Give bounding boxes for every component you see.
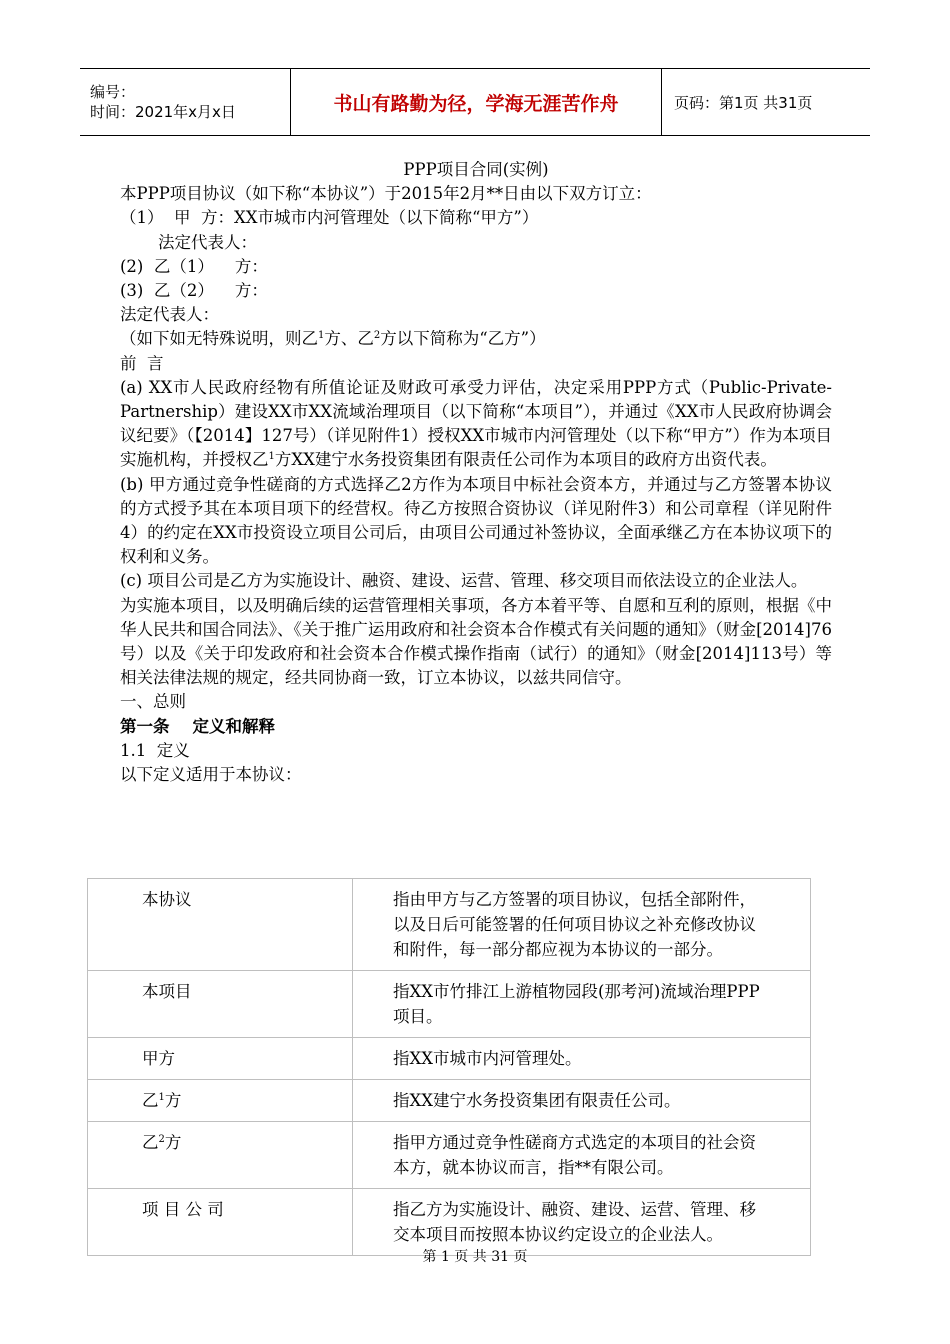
paragraph-a: (a) XX市人民政府经物有所值论证及财政可承受力评估，决定采用PPP方式（Public-Private-Partnership）建设XX市XX流域治理项目（以下简称“本项目”），并通过《XX市人民政府协调会议纪要》（【2014】127号）（详见附件1）授权XX市城市内河管理处（以下称“甲方”）作为本项目实施机构，并授权乙$^1$方XX建宁水务投资集团有限责任公司作为本项目的政府方出资代表。 <box>120 377 832 470</box>
definition-description: 指XX建宁水务投资集团有限责任公司。 <box>353 1080 811 1122</box>
definition-term: 甲方 <box>88 1038 353 1080</box>
definition-term: 本协议 <box>88 879 353 971</box>
table-row <box>88 1080 811 1122</box>
party-b1-line: (2) 乙（1） 方： <box>120 256 268 276</box>
header-motto: 书山有路勤为径，学海无涯苦作舟 <box>291 69 662 136</box>
party-note: （如下如无特殊说明，则乙$^1$方、乙$^2$方以下简称为“乙方”） <box>120 329 546 349</box>
definition-description: 指由甲方与乙方签署的项目协议，包括全部附件，以及日后可能签署的任何项目协议之补充修改协议和附件，每一部分都应视为本协议的一部分。 <box>353 879 811 971</box>
table-row <box>88 879 811 971</box>
definition-description: 指甲方通过竞争性磋商方式选定的本项目的社会资本方，就本协议而言，指**有限公司。 <box>353 1122 811 1189</box>
clause-1-1: 1.1 定义 <box>120 740 190 760</box>
definition-term: 乙$^2$方 <box>88 1122 353 1189</box>
party-a-line: （1） 甲 方：XX市城市内河管理处（以下简称“甲方”） <box>120 208 539 228</box>
table-row <box>88 1122 811 1189</box>
page-header <box>80 68 870 136</box>
document-number-label: 编号： <box>90 83 136 101</box>
section-general: 一、总则 <box>120 692 186 712</box>
definitions-intro: 以下定义适用于本协议： <box>120 765 302 785</box>
definition-description: 指XX市竹排江上游植物园段(那考河)流域治理PPP项目。 <box>353 971 811 1038</box>
header-page-info: 页码：第1页 共31页 <box>662 69 871 136</box>
article-1-heading: 第一条 定义和解释 <box>120 716 275 736</box>
definition-description: 指乙方为实施设计、融资、建设、运营、管理、移交本项目而按照本协议约定设立的企业法人。 <box>353 1189 811 1256</box>
party-b2-line: (3) 乙（2） 方： <box>120 281 268 301</box>
header-left-cell <box>80 69 291 136</box>
definition-term: 本项目 <box>88 971 353 1038</box>
document-title: PPP项目合同(实例) <box>403 160 549 179</box>
definition-description: 指XX市城市内河管理处。 <box>353 1038 811 1080</box>
party-a-representative: 法定代表人： <box>158 232 257 252</box>
table-row <box>88 971 811 1038</box>
party-b-representative: 法定代表人： <box>120 305 219 325</box>
document-body <box>120 158 832 787</box>
page-footer: 第 1 页 共 31 页 <box>422 1249 528 1265</box>
definition-term: 项 目 公 司 <box>88 1189 353 1256</box>
preface-heading: 前 言 <box>120 353 164 373</box>
definitions-table <box>87 878 811 1256</box>
paragraph-b: (b) 甲方通过竞争性磋商的方式选择乙2方作为本项目中标社会资本方，并通过与乙方签署本协议的方式授予其在本项目项下的经营权。待乙方按照合资协议（详见附件3）和公司章程（详见附件4）的约定在XX市投资设立项目公司后，由项目公司通过补签协议，全面承继乙方在本协议项下的权利和义务。 <box>120 474 832 567</box>
table-row <box>88 1038 811 1080</box>
document-date: 时间：2021年x月x日 <box>90 103 236 121</box>
paragraph-c: (c) 项目公司是乙方为实施设计、融资、建设、运营、管理、移交项目而依法设立的企业法人。 <box>120 571 808 591</box>
paragraph-d: 为实施本项目，以及明确后续的运营管理相关事项，各方本着平等、自愿和互利的原则，根据《中华人民共和国合同法》、《关于推广运用政府和社会资本合作模式有关问题的通知》（财金[2014]76号）以及《关于印发政府和社会资本合作模式操作指南（试行）的通知》（财金[2014]113号）等相关法律法规的规定，经共同协商一致，订立本协议，以兹共同信守。 <box>120 595 832 688</box>
definition-term: 乙$^1$方 <box>88 1080 353 1122</box>
intro-line: 本PPP项目协议（如下称“本协议”）于2015年2月**日由以下双方订立： <box>120 184 652 204</box>
